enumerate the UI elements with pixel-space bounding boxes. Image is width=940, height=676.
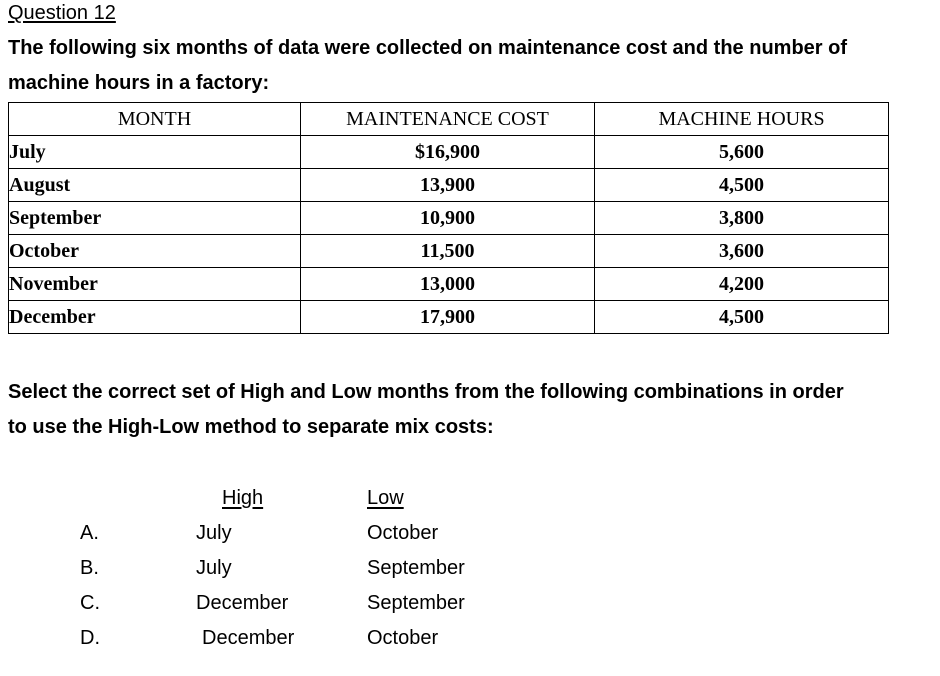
intro-text-line-2: machine hours in a factory:	[8, 72, 270, 94]
month-cell: August	[9, 169, 301, 202]
hours-cell: 4,500	[595, 301, 889, 334]
options-header-high: High	[222, 487, 264, 509]
hours-cell: 5,600	[595, 136, 889, 169]
option-d-high: December	[202, 627, 295, 649]
hours-cell: 4,200	[595, 268, 889, 301]
option-d-letter[interactable]: D.	[80, 627, 100, 649]
question-title: Question 12	[8, 2, 116, 24]
month-cell: October	[9, 235, 301, 268]
cost-cell: 13,900	[301, 169, 595, 202]
table-row	[9, 136, 889, 169]
option-b-high: July	[196, 557, 232, 579]
option-b-low: September	[367, 557, 465, 579]
month-cell: November	[9, 268, 301, 301]
option-c-letter[interactable]: C.	[80, 592, 100, 614]
header-maintenance-cost: MAINTENANCE COST	[301, 103, 595, 136]
table-row	[9, 268, 889, 301]
prompt-text-line-2: to use the High-Low method to separate mix costs:	[8, 416, 494, 438]
hours-cell: 3,600	[595, 235, 889, 268]
month-cell: July	[9, 136, 301, 169]
options-header-low: Low	[367, 487, 404, 509]
cost-cell: $16,900	[301, 136, 595, 169]
hours-cell: 3,800	[595, 202, 889, 235]
data-table	[8, 102, 889, 334]
option-d-low: October	[367, 627, 439, 649]
hours-cell: 4,500	[595, 169, 889, 202]
prompt-text-line-1: Select the correct set of High and Low months from the following combinations in order	[8, 381, 844, 403]
intro-text-line-1: The following six months of data were collected on maintenance cost and the number of	[8, 37, 848, 59]
table-row	[9, 169, 889, 202]
cost-cell: 17,900	[301, 301, 595, 334]
option-b-letter[interactable]: B.	[80, 557, 99, 579]
cost-cell: 11,500	[301, 235, 595, 268]
month-cell: September	[9, 202, 301, 235]
month-cell: December	[9, 301, 301, 334]
table-row	[9, 301, 889, 334]
table-row	[9, 202, 889, 235]
header-month: MONTH	[9, 103, 301, 136]
option-a-letter[interactable]: A.	[80, 522, 99, 544]
option-a-high: July	[196, 522, 232, 544]
option-c-high: December	[196, 592, 289, 614]
cost-cell: 10,900	[301, 202, 595, 235]
table-header-row	[9, 103, 889, 136]
option-c-low: September	[367, 592, 465, 614]
table-row	[9, 235, 889, 268]
cost-cell: 13,000	[301, 268, 595, 301]
option-a-low: October	[367, 522, 439, 544]
header-machine-hours: MACHINE HOURS	[595, 103, 889, 136]
